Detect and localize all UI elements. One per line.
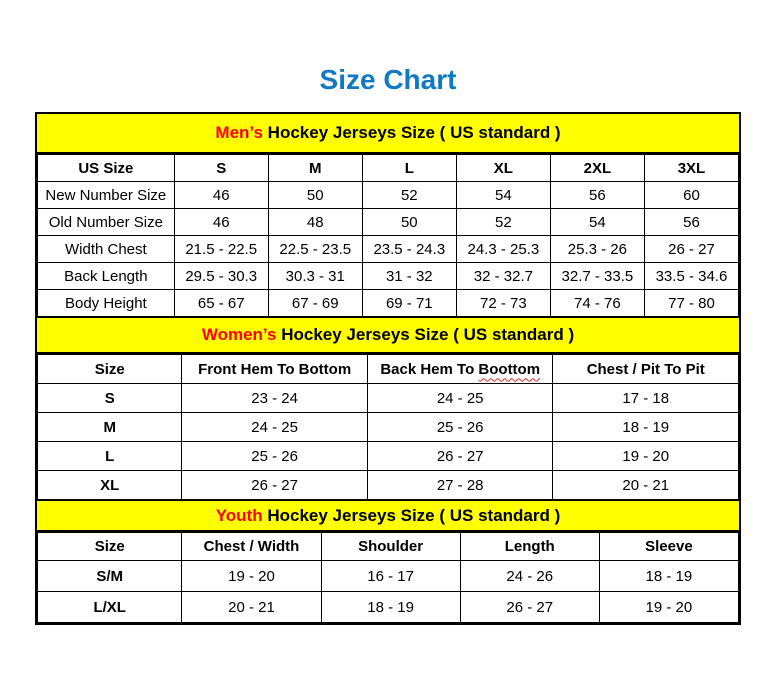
value-cell: 50 — [362, 209, 456, 236]
value-cell: 50 — [268, 182, 362, 209]
table-row — [38, 290, 739, 317]
row-label-cell: Width Chest — [38, 236, 175, 263]
womens-section-title-rest: Hockey Jerseys Size ( US standard ) — [276, 325, 575, 344]
row-label-cell: L — [38, 442, 182, 471]
womens-section-title-accent: Women’s — [201, 325, 277, 344]
value-cell: 23.5 - 24.3 — [362, 236, 456, 263]
value-cell: 24 - 25 — [367, 384, 553, 413]
value-cell: 56 — [550, 182, 644, 209]
value-cell: 46 — [174, 209, 268, 236]
size-chart-tables — [35, 112, 741, 625]
womens-header-row — [38, 355, 739, 384]
column-header-cell: US Size — [38, 155, 175, 182]
table-row — [38, 263, 739, 290]
value-cell: 19 - 20 — [182, 561, 321, 592]
column-header-cell: 2XL — [550, 155, 644, 182]
value-cell: 18 - 19 — [553, 413, 739, 442]
table-row — [38, 209, 739, 236]
value-cell: 46 — [174, 182, 268, 209]
row-label-cell: XL — [38, 471, 182, 500]
value-cell: 24 - 25 — [182, 413, 368, 442]
value-cell: 32 - 32.7 — [456, 263, 550, 290]
value-cell: 67 - 69 — [268, 290, 362, 317]
value-cell: 60 — [644, 182, 738, 209]
value-cell: 33.5 - 34.6 — [644, 263, 738, 290]
table-row — [38, 471, 739, 500]
youth-section-title — [37, 500, 739, 532]
value-cell: 56 — [644, 209, 738, 236]
value-cell: 54 — [550, 209, 644, 236]
value-cell: 20 - 21 — [553, 471, 739, 500]
column-header-cell: Size — [38, 355, 182, 384]
column-header-cell: L — [362, 155, 456, 182]
value-cell: 23 - 24 — [182, 384, 368, 413]
value-cell: 54 — [456, 182, 550, 209]
value-cell: 29.5 - 30.3 — [174, 263, 268, 290]
column-header-cell: Size — [38, 533, 182, 561]
table-row — [38, 413, 739, 442]
column-header-cell: Sleeve — [599, 533, 738, 561]
value-cell: 25 - 26 — [182, 442, 368, 471]
table-row — [38, 182, 739, 209]
youth-header-row — [38, 533, 739, 561]
value-cell: 77 - 80 — [644, 290, 738, 317]
row-label-cell: M — [38, 413, 182, 442]
value-cell: 26 - 27 — [460, 592, 599, 623]
table-row — [38, 561, 739, 592]
value-cell: 18 - 19 — [321, 592, 460, 623]
mens-section-title-rest: Hockey Jerseys Size ( US standard ) — [262, 123, 561, 142]
value-cell: 19 - 20 — [599, 592, 738, 623]
value-cell: 31 - 32 — [362, 263, 456, 290]
value-cell: 22.5 - 23.5 — [268, 236, 362, 263]
value-cell: 25.3 - 26 — [550, 236, 644, 263]
column-header-cell: XL — [456, 155, 550, 182]
table-row — [38, 592, 739, 623]
column-header-cell: Front Hem To Bottom — [182, 355, 368, 384]
table-row — [38, 442, 739, 471]
column-header-cell: Chest / Pit To Pit — [553, 355, 739, 384]
value-cell: 26 - 27 — [182, 471, 368, 500]
value-cell: 74 - 76 — [550, 290, 644, 317]
column-header-cell: Back Hem To Boottom — [367, 355, 553, 384]
value-cell: 48 — [268, 209, 362, 236]
row-label-cell: S/M — [38, 561, 182, 592]
value-cell: 26 - 27 — [644, 236, 738, 263]
mens-section-title-accent: Men’s — [215, 123, 263, 142]
value-cell: 30.3 - 31 — [268, 263, 362, 290]
column-header-cell: Chest / Width — [182, 533, 321, 561]
value-cell: 16 - 17 — [321, 561, 460, 592]
table-row — [38, 384, 739, 413]
womens-table — [37, 354, 739, 500]
youth-section — [37, 500, 739, 623]
value-cell: 20 - 21 — [182, 592, 321, 623]
row-label-cell: Body Height — [38, 290, 175, 317]
youth-section-title-rest: Hockey Jerseys Size ( US standard ) — [262, 505, 561, 525]
womens-section — [37, 317, 739, 500]
value-cell: 72 - 73 — [456, 290, 550, 317]
column-header-cell: Shoulder — [321, 533, 460, 561]
value-cell: 24.3 - 25.3 — [456, 236, 550, 263]
column-header-cell: 3XL — [644, 155, 738, 182]
value-cell: 65 - 67 — [174, 290, 268, 317]
value-cell: 18 - 19 — [599, 561, 738, 592]
youth-table — [37, 532, 739, 623]
page-title: Size Chart — [319, 64, 457, 95]
column-header-cell: S — [174, 155, 268, 182]
column-header-cell: Length — [460, 533, 599, 561]
mens-section — [37, 114, 739, 317]
value-cell: 52 — [456, 209, 550, 236]
youth-section-title-accent: Youth — [215, 505, 263, 525]
value-cell: 19 - 20 — [553, 442, 739, 471]
table-row — [38, 236, 739, 263]
row-label-cell: Old Number Size — [38, 209, 175, 236]
row-label-cell: New Number Size — [38, 182, 175, 209]
value-cell: 21.5 - 22.5 — [174, 236, 268, 263]
column-header-cell: M — [268, 155, 362, 182]
value-cell: 32.7 - 33.5 — [550, 263, 644, 290]
row-label-cell: Back Length — [38, 263, 175, 290]
mens-header-row — [38, 155, 739, 182]
womens-section-title — [37, 317, 739, 354]
row-label-cell: L/XL — [38, 592, 182, 623]
mens-section-title — [37, 114, 739, 154]
value-cell: 17 - 18 — [553, 384, 739, 413]
mens-table — [37, 154, 739, 317]
value-cell: 27 - 28 — [367, 471, 553, 500]
value-cell: 69 - 71 — [362, 290, 456, 317]
row-label-cell: S — [38, 384, 182, 413]
value-cell: 26 - 27 — [367, 442, 553, 471]
misspelled-word: Boottom — [478, 360, 541, 378]
value-cell: 24 - 26 — [460, 561, 599, 592]
value-cell: 25 - 26 — [367, 413, 553, 442]
value-cell: 52 — [362, 182, 456, 209]
